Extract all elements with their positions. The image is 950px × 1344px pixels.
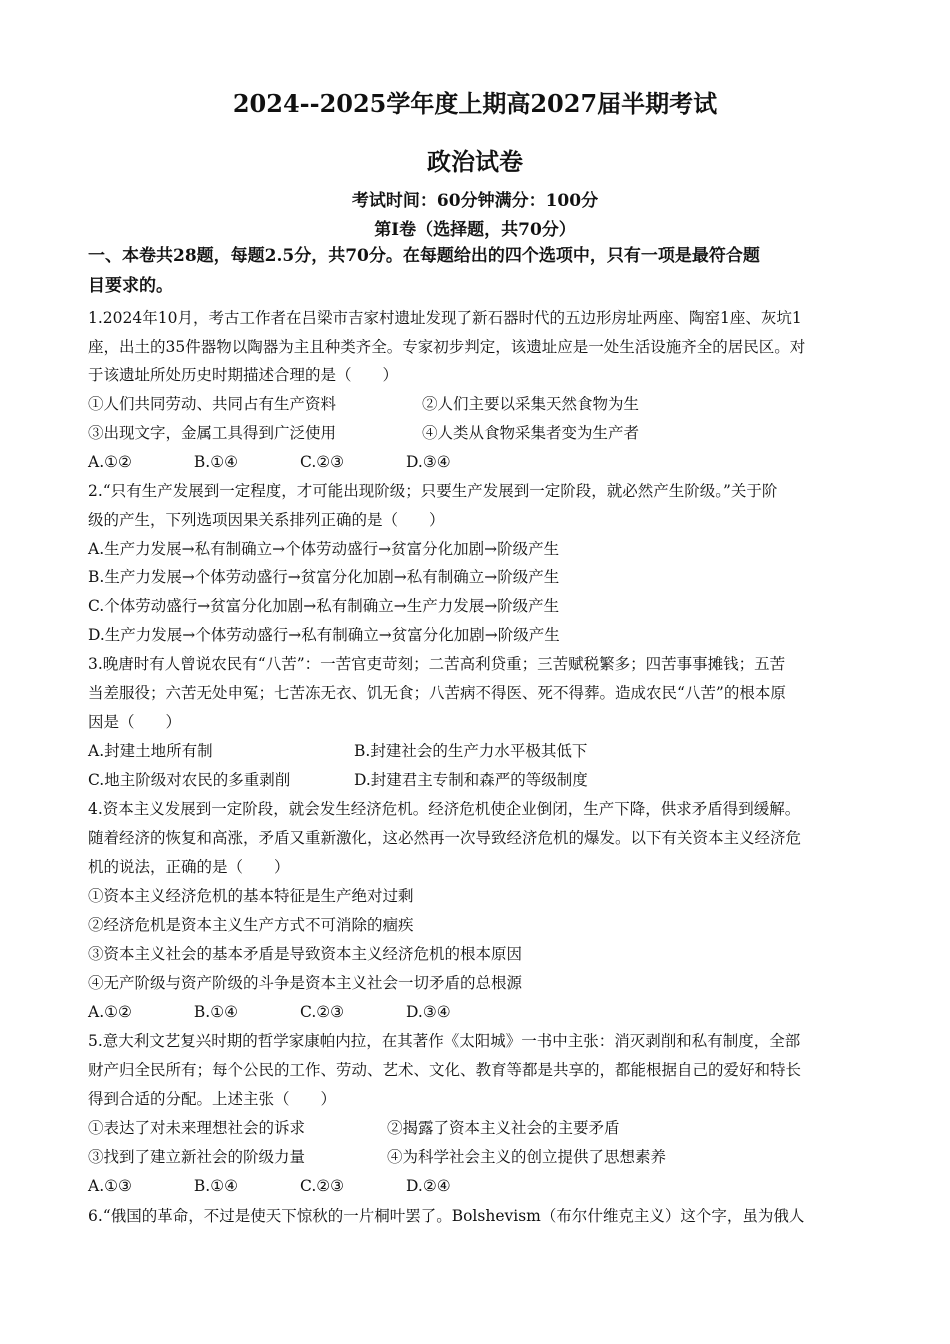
question-text: 1.2024年10月，考古工作者在吕梁市吉家村遗址发现了新石器时代的五边形房址两座、陶窑1座、灰坑1 (88, 309, 802, 327)
statement: ③找到了建立新社会的阶级力量 (88, 1148, 306, 1166)
answer-options: A.①② B.①④ C.②③ D.③④ (88, 1003, 451, 1021)
option-d: D.封建君主专制和森严的等级制度 (354, 771, 588, 789)
statement: ①表达了对未来理想社会的诉求 (88, 1119, 306, 1137)
statement: ②经济危机是资本主义生产方式不可消除的痼疾 (88, 916, 414, 934)
question-text: 当差服役；六苦无处申冤；七苦冻无衣、饥无食；八苦病不得医、死不得葬。造成农民“八苦”的根本原 (88, 684, 786, 702)
question-text: 得到合适的分配。上述主张（ ） (88, 1090, 337, 1108)
statement: ②揭露了资本主义社会的主要矛盾 (387, 1119, 620, 1137)
option-b: B.封建社会的生产力水平极其低下 (354, 742, 588, 760)
statement: ③出现文字，金属工具得到广泛使用 (88, 424, 337, 442)
question-text: 财产归全民所有；每个公民的工作、劳动、艺术、文化、教育等都是共享的，都能根据自己的爱好和特长 (88, 1061, 802, 1079)
question-text: 3.晚唐时有人曾说农民有“八苦”：一苦官吏苛刻；二苦高利贷重；三苦赋税繁多；四苦事事摊钱；五苦 (88, 655, 786, 673)
question-text: 座，出土的35件器物以陶器为主且种类齐全。专家初步判定，该遗址应是一处生活设施齐全的居民区。对 (88, 338, 806, 356)
option-a: A.封建土地所有制 (88, 742, 213, 760)
question-text: 级的产生，下列选项因果关系排列正确的是（ ） (88, 511, 445, 529)
answer-options: A.①③ B.①④ C.②③ D.②④ (88, 1177, 451, 1195)
section-instruction: 目要求的。 (88, 276, 173, 296)
answer-options: A.①② B.①④ C.②③ D.③④ (88, 453, 451, 471)
question-text: 于该遗址所处历史时期描述合理的是（ ） (88, 366, 399, 384)
exam-title: 2024--2025学年度上期高2027届半期考试 (232, 89, 718, 118)
statement: ②人们主要以采集天然食物为生 (422, 395, 640, 413)
exam-info: 考试时间：60分钟满分：100分 (351, 191, 599, 211)
statement: ④为科学社会主义的创立提供了思想素养 (387, 1148, 667, 1166)
statement: ④人类从食物采集者变为生产者 (422, 424, 640, 442)
question-text: 6.“俄国的革命，不过是使天下惊秋的一片桐叶罢了。Bolshevism（布尔什维克主义）这个字，虽为俄人 (88, 1207, 805, 1225)
option-c: C.地主阶级对农民的多重剥削 (88, 771, 291, 789)
question-text: 2.“只有生产发展到一定程度，才可能出现阶级；只要生产发展到一定阶段，就必然产生阶级。”关于阶 (88, 482, 778, 500)
question-text: 4.资本主义发展到一定阶段，就会发生经济危机。经济危机使企业倒闭，生产下降，供求矛盾得到缓解。 (88, 800, 801, 818)
statement: ①人们共同劳动、共同占有生产资料 (88, 395, 337, 413)
option-d: D.生产力发展→个体劳动盛行→私有制确立→贫富分化加剧→阶级产生 (88, 626, 560, 644)
option-a: A.生产力发展→私有制确立→个体劳动盛行→贫富分化加剧→阶级产生 (88, 540, 560, 558)
statement: ①资本主义经济危机的基本特征是生产绝对过剩 (88, 887, 414, 905)
statement: ③资本主义社会的基本矛盾是导致资本主义经济危机的根本原因 (88, 945, 523, 963)
option-c: C.个体劳动盛行→贫富分化加剧→私有制确立→生产力发展→阶级产生 (88, 597, 560, 615)
subject-title: 政治试卷 (427, 147, 523, 176)
question-text: 5.意大利文艺复兴时期的哲学家康帕内拉，在其著作《太阳城》一书中主张：消灭剥削和私有制度，全部 (88, 1032, 801, 1050)
question-text: 因是（ ） (88, 713, 182, 731)
question-text: 随着经济的恢复和高涨，矛盾又重新激化，这必然再一次导致经济危机的爆发。以下有关资本主义经济危 (88, 829, 802, 847)
section-instruction: 一、本卷共28题，每题2.5分，共70分。在每题给出的四个选项中，只有一项是最符合题 (88, 246, 760, 266)
statement: ④无产阶级与资产阶级的斗争是资本主义社会一切矛盾的总根源 (88, 974, 523, 992)
question-text: 机的说法，正确的是（ ） (88, 858, 290, 876)
part-heading: 第Ⅰ卷（选择题，共70分） (374, 220, 576, 240)
option-b: B.生产力发展→个体劳动盛行→贫富分化加剧→私有制确立→阶级产生 (88, 568, 560, 586)
